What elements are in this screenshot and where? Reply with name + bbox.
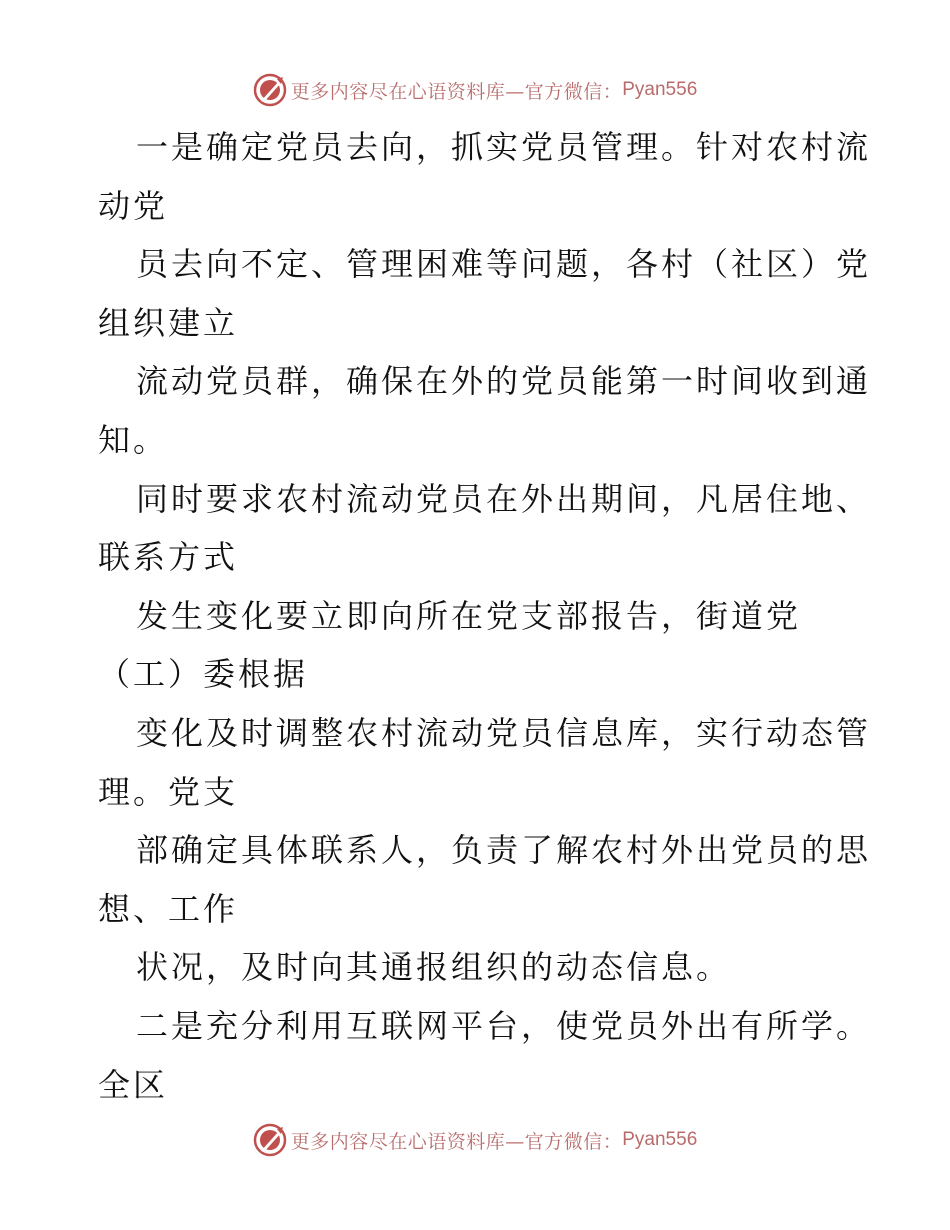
body-line: 动党	[98, 186, 169, 225]
footer-wechat-id: Pyan556	[622, 1129, 698, 1150]
body-line: 员去向不定、管理困难等问题，各村（社区）党	[136, 245, 872, 284]
header-wechat-id: Pyan556	[622, 79, 698, 100]
quill-seal-logo-icon	[253, 1123, 287, 1157]
body-line: 流动党员群，确保在外的党员能第一时间收到通	[136, 362, 872, 401]
body-line: 理。党支	[98, 772, 239, 811]
body-line: 状况，及时向其通报组织的动态信息。	[136, 948, 732, 987]
body-line: 部确定具体联系人，负责了解农村外出党员的思	[136, 831, 872, 870]
body-line: 全区	[98, 1065, 169, 1104]
quill-seal-logo-icon	[253, 73, 287, 107]
footer-banner-text: 更多内容尽在心语资料库—官方微信：	[290, 1130, 623, 1153]
body-line: 联系方式	[98, 538, 239, 577]
body-line: 同时要求农村流动党员在外出期间，凡居住地、	[136, 479, 872, 518]
body-line: 知。	[98, 420, 169, 459]
body-line: 组织建立	[98, 303, 239, 342]
body-line: 二是充分利用互联网平台，使党员外出有所学。	[136, 1006, 872, 1045]
page-footer-banner	[0, 1120, 950, 1160]
body-line: 变化及时调整农村流动党员信息库，实行动态管	[136, 713, 872, 752]
document-body	[98, 118, 872, 1114]
body-line: 想、工作	[98, 889, 239, 928]
page-header-banner	[0, 70, 950, 110]
header-banner-text: 更多内容尽在心语资料库—官方微信：	[290, 80, 623, 103]
body-line: 一是确定党员去向，抓实党员管理。针对农村流	[136, 128, 872, 166]
body-line: 发生变化要立即向所在党支部报告，街道党	[136, 596, 802, 635]
body-line: （工）委根据	[98, 655, 309, 694]
